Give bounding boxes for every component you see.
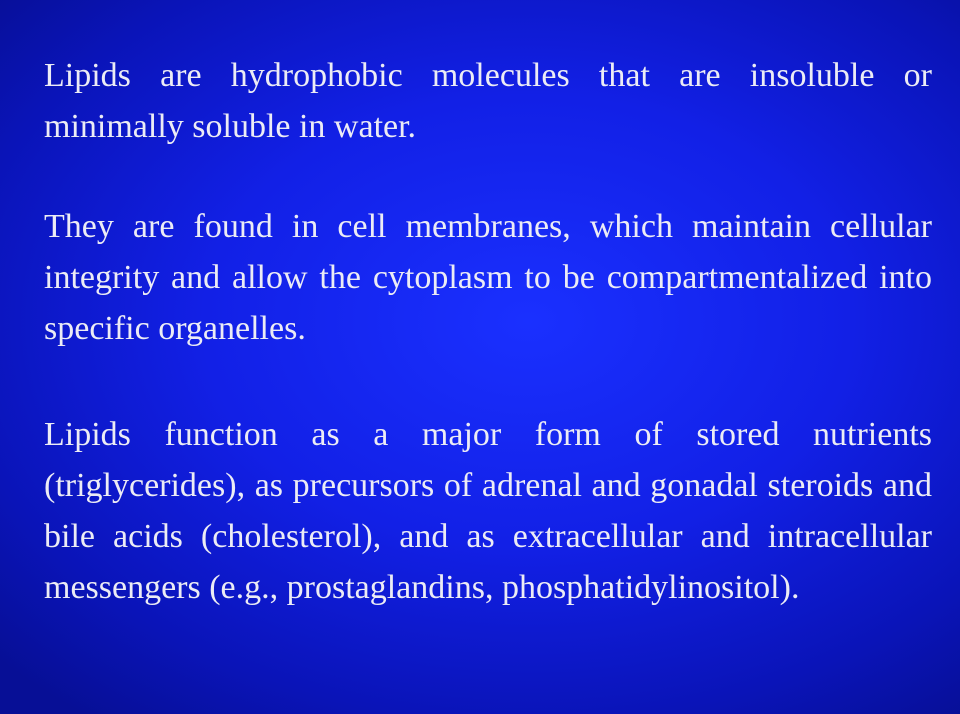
paragraph-cell-membranes: They are found in cell membranes, which maintain cellular integrity and allow the cytoplasm to be compartmentalized into specific organelles. — [44, 208, 932, 347]
paragraph-lipid-definition: Lipids are hydrophobic molecules that are insoluble or minimally soluble in water. — [44, 57, 932, 145]
paragraph-lipid-functions: Lipids function as a major form of stored nutrients (triglycerides), as precursors of adrenal and gonadal steroids and bile acids (cholesterol), and as extracellular and intracellular messengers (e.g., prostaglandins, phosphatidylinositol). — [44, 416, 932, 606]
